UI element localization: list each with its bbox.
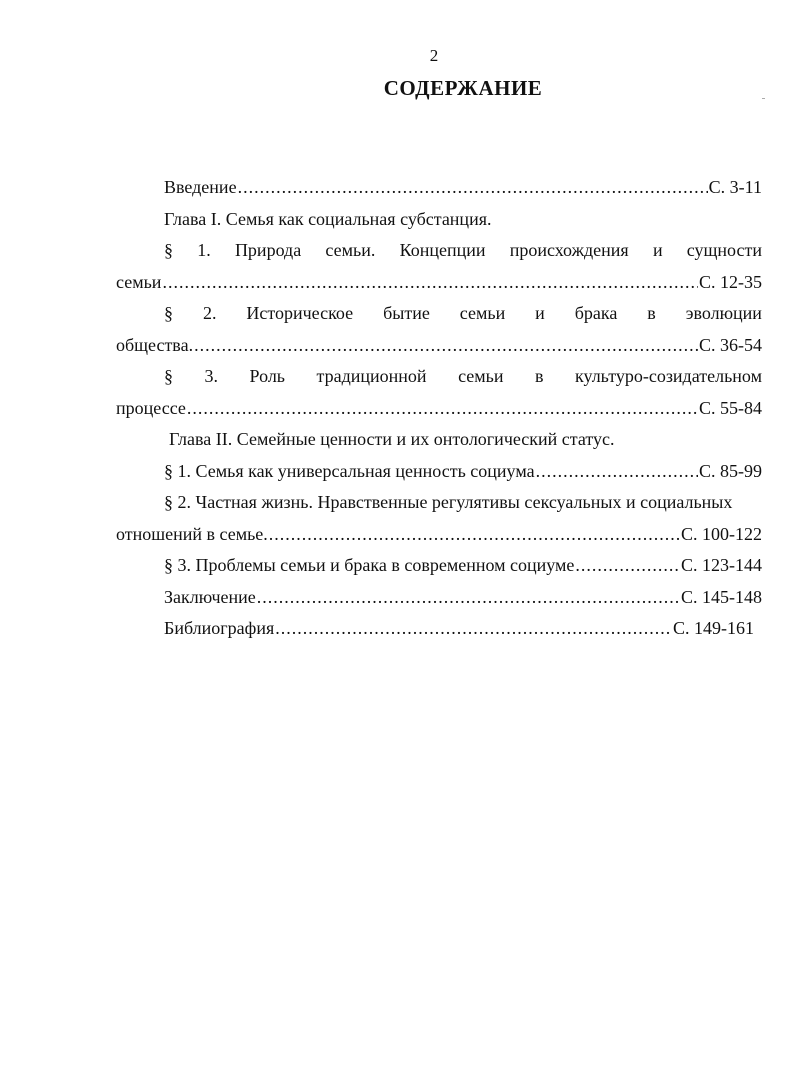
toc-entry-pages: С. 55-84 — [699, 397, 762, 418]
toc-entry-label: Введение — [164, 177, 237, 197]
toc-word: в — [535, 366, 544, 386]
toc-entry-pages: С. 12-35 — [699, 271, 762, 292]
page-number: 2 — [429, 46, 439, 65]
dot-leader — [269, 519, 680, 551]
dot-leader — [162, 267, 698, 299]
toc-word: 1. — [197, 240, 211, 260]
toc-entry-introduction — [116, 172, 762, 204]
toc-word: и — [535, 303, 545, 323]
toc-entry-pages: С. 3-11 — [708, 177, 762, 197]
toc-word: 3. — [204, 366, 218, 386]
dot-leader — [275, 613, 672, 645]
toc-word: 2. — [202, 303, 217, 323]
toc-entry-label: Заключение — [164, 586, 256, 607]
toc-word: культуро-созидательном — [575, 366, 762, 386]
toc-section-1-3-line1 — [116, 361, 762, 393]
toc-entry-pages: С. 100-122 — [681, 523, 762, 544]
toc-word: Концепции — [399, 240, 486, 260]
toc-word: сущности — [686, 240, 762, 260]
toc-entry-pages: С. 123-144 — [681, 555, 762, 575]
toc-entry-label: отношений в семье. — [116, 523, 268, 544]
toc-section-2-1 — [116, 456, 762, 488]
dot-leader — [257, 582, 680, 614]
dot-leader — [194, 330, 698, 362]
toc-entry-pages: С. 149-161 — [673, 618, 754, 638]
toc-word: традиционной — [316, 366, 427, 386]
toc-entry-conclusion — [116, 582, 762, 614]
toc-entry-pages: С. 36-54 — [699, 334, 762, 355]
scan-artifact — [762, 98, 765, 99]
toc-word: § — [164, 303, 173, 323]
toc-section-1-2-line2 — [116, 330, 762, 362]
toc-section-1-3-line2 — [116, 393, 762, 425]
toc-word: в — [647, 303, 656, 323]
toc-word: Историческое — [246, 303, 354, 323]
toc-word: § — [164, 240, 173, 260]
toc-word: семьи. — [325, 240, 376, 260]
dot-leader — [536, 456, 698, 488]
toc-section-2-2-line1: § 2. Частная жизнь. Нравственные регулятивы сексуальных и социальных — [164, 492, 733, 512]
chapter-2-heading: Глава II. Семейные ценности и их онтологический статус. — [169, 429, 615, 449]
toc-section-1-1-line1 — [116, 235, 762, 267]
toc-word: бытие — [383, 303, 430, 323]
toc-entry-label: общества. — [116, 334, 194, 355]
toc-word: и — [652, 240, 663, 260]
toc-word: семьи — [458, 366, 504, 386]
toc-word: происхождения — [509, 240, 629, 260]
toc-entry-label: семьи — [116, 271, 162, 292]
toc-word: Роль — [249, 366, 286, 386]
toc-entry-label: процессе — [116, 397, 186, 418]
toc-section-1-1-line2 — [116, 267, 762, 299]
toc-word: Природа — [234, 240, 302, 260]
dot-leader — [238, 172, 708, 204]
toc-word: семьи — [459, 303, 506, 323]
toc-word: § — [164, 366, 173, 386]
toc-word: брака — [574, 303, 618, 323]
toc-entry-label: Библиография — [164, 618, 275, 638]
toc-section-2-3 — [116, 550, 762, 582]
toc-entry-bibliography — [116, 613, 762, 645]
toc-entry-label: § 1. Семья как универсальная ценность социума — [164, 460, 535, 481]
toc-entry-label: § 3. Проблемы семьи и брака в современном социуме — [164, 555, 575, 575]
toc-word: эволюции — [685, 303, 762, 323]
toc-entry-pages: С. 145-148 — [681, 586, 762, 607]
toc-entry-pages: С. 85-99 — [699, 460, 762, 481]
table-of-contents — [116, 172, 762, 645]
page-title: СОДЕРЖАНИЕ — [383, 76, 543, 100]
toc-section-2-2-line2 — [116, 519, 762, 551]
toc-section-1-2-line1 — [116, 298, 762, 330]
dot-leader — [187, 393, 698, 425]
chapter-1-heading: Глава I. Семья как социальная субстанция. — [164, 208, 492, 229]
dot-leader — [575, 550, 680, 582]
